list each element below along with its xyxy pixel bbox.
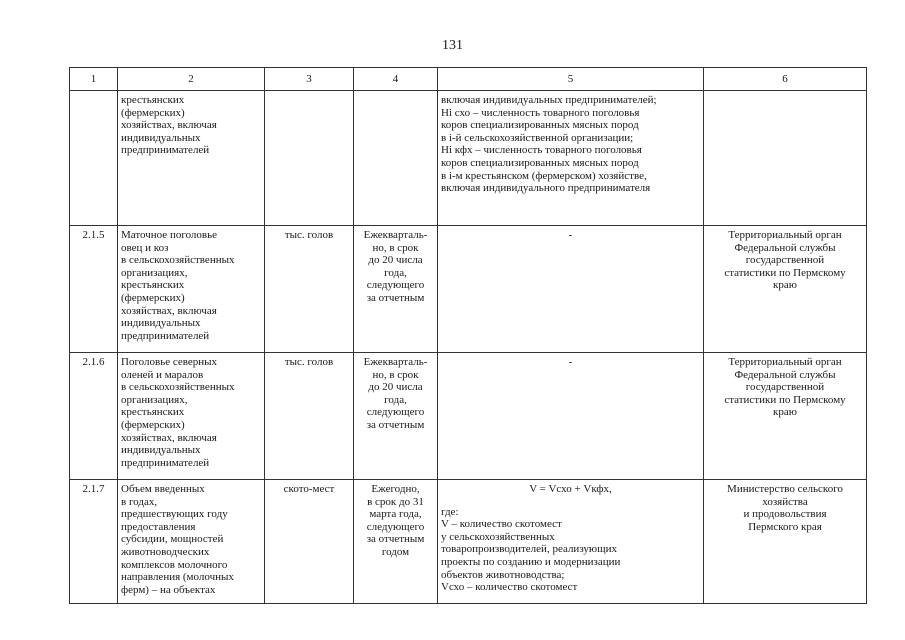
deadline: Ежегодно, в срок до 31 марта года, следующего за отчетным годом [354,480,438,604]
unit [265,91,354,226]
unit: ското-мест [265,480,354,604]
calculation-method [438,480,704,604]
column-header: 3 [265,68,354,91]
column-header: 6 [704,68,867,91]
page-number: 131 [442,38,463,53]
calculation-method: - [438,353,704,480]
indicator-name: Объем введенных в годах, предшествующих году предоставления субсидии, мощностей животноводческих комплексов молочного направления (молочных ферм) – на объектах [118,480,265,604]
formula-explanation: где: V – количество скотомест у сельскохозяйственных товаропроизводителей, реализующих проекты по созданию и модернизации объектов животноводства; Vсхо – количество скотомест [441,505,621,594]
unit: тыс. голов [265,226,354,353]
data-source: Министерство сельского хозяйства и продовольствия Пермского края [704,480,867,604]
row-number: 2.1.5 [70,226,118,353]
table-row [70,480,867,604]
unit: тыс. голов [265,353,354,480]
column-header: 2 [118,68,265,91]
row-number [70,91,118,226]
column-header: 1 [70,68,118,91]
indicator-name: крестьянских (фермерских) хозяйствах, включая индивидуальных предпринимателей [118,91,265,226]
row-number: 2.1.6 [70,353,118,480]
column-header: 5 [438,68,704,91]
table-row [70,91,867,226]
row-number: 2.1.7 [70,480,118,604]
deadline: Ежекварталь- но, в срок до 20 числа года, следующего за отчетным [354,226,438,353]
data-source [704,91,867,226]
table-row [70,353,867,480]
data-source: Территориальный орган Федеральной службы государственной статистики по Пермскому краю [704,226,867,353]
indicators-table [69,67,867,604]
table-header-row [70,68,867,91]
deadline: Ежекварталь- но, в срок до 20 числа года, следующего за отчетным [354,353,438,480]
data-source: Территориальный орган Федеральной службы государственной статистики по Пермскому краю [704,353,867,480]
formula: V = Vсхо + Vкфх, [529,483,612,495]
table-row [70,226,867,353]
indicator-name: Поголовье северных оленей и маралов в сельскохозяйственных организациях, крестьянских (фермерских) хозяйствах, включая индивидуальных предпринимателей [118,353,265,480]
calculation-method: включая индивидуальных предпринимателей; Hi схо – численность товарного поголовья коров специализированных мясных пород в i-й сельскохозяйственной организации; Hi кфх – численность товарного поголовья коров специализированных мясных пород в i-м крестьянском (фермерском) хозяйстве, включая индивидуального предпринимателя [438,91,704,226]
deadline [354,91,438,226]
calculation-method: - [438,226,704,353]
indicator-name: Маточное поголовье овец и коз в сельскохозяйственных организациях, крестьянских (фермерских) хозяйствах, включая индивидуальных предпринимателей [118,226,265,353]
column-header: 4 [354,68,438,91]
